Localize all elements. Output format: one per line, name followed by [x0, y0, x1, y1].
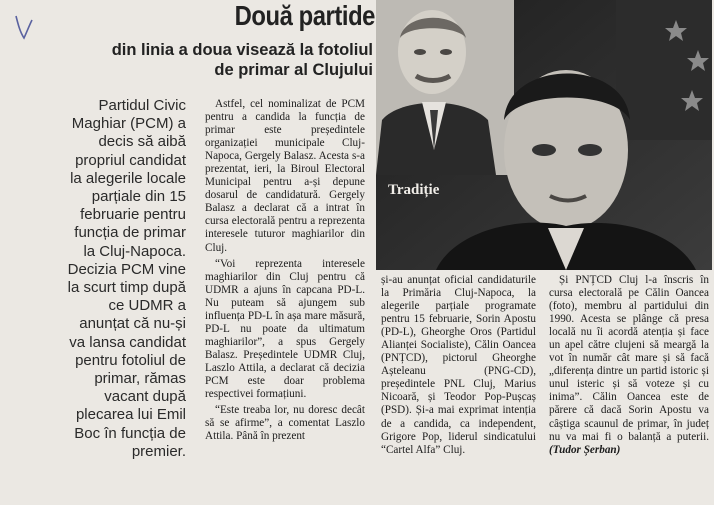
col3-paragraph [549, 274, 709, 457]
col1-paragraph: “Este treaba lor, nu doresc decât să se afirme”, a comentat Laszlo Attila. Până în prezent [205, 404, 365, 443]
article-subheadline: din linia a doua visează la fotoliul de primar al Clujului [111, 41, 373, 79]
article-photo [376, 0, 712, 270]
pen-mark-icon [12, 10, 42, 48]
col2-paragraph: și-au anunțat oficial candidaturile la Primăria Cluj-Napoca, la alegerile parțiale programate pentru 15 februarie, Sorin Apostu (PD-L), Gheorghe Oros (Partidul Alianței Socialiste), Călin Oancea (PNȚCD), pictorul Gheorghe Așteleanu (PNG-CD), președintele PNL Cluj, Marius Nicoară, și Teodor Pop-Pușcaș (PSD). Și-a mai exprimat intenția de a candida, ca independent, Grigore Pop, liderul sindicatului “Cartel Alfa” Cluj. [381, 274, 536, 456]
article-column-1 [205, 98, 365, 500]
photo-caption: Tradiție [388, 182, 440, 198]
article-headline: Două partide [234, 0, 375, 31]
article-lead: Partidul Civic Maghiar (PCM) a decis să aibă propriul candidat la alegerile locale parțiale din 15 februarie pentru funcția de primar la Cluj-Napoca. Decizia PCM vine la scurt timp după ce UDMR a anunțat că nu-și va lansa candidat pentru fotoliul de primar, rămas vacant după plecarea lui Emil Boc în funcția de premier. [67, 97, 186, 460]
article-column-2 [381, 274, 536, 502]
col1-paragraph: Astfel, cel nominalizat de PCM pentru a candida la funcția de primar este președintele organizației municipale Cluj-Napoca, Gergely Balasz. Acesta s-a prezentat, ieri, la Biroul Electoral Municipal pentru a-și depune dosarul de candidatură. Gergely Balasz a declarat că a intrat în cursa electorală pentru a reprezenta interesele tuturor maghiarilor din Cluj. [205, 98, 365, 254]
col3-text: Și PNȚCD Cluj l-a înscris în cursa electorală pe Călin Oancea (foto), membru al partidului din 1990. Acesta se plânge că presa locală nu îi acordă atenția și face un apel către clujeni să meargă la vot în număr cât mare și să facă „diferența dintre un partid istoric și unul isteric și să voteze și cu inima”. Călin Oancea este de părere că dacă Sorin Apostu va câștiga scaunul de primar, în județ nu va mai fi o balanță a puterii. [549, 274, 709, 443]
author-credit: (Tudor Șerban) [549, 443, 621, 456]
col1-paragraph: “Voi reprezenta interesele maghiarilor din Cluj pentru că UDMR a ajuns în capcana PD-L. Nu puteam să ajungem sub influența PD-L în așa mare măsură, PD-L nu poate da ultimatum maghiarilor”, a spus Gergely Balasz. Președintele UDMR Cluj, Laszlo Attila, a declarat că decizia PCM este doar problema respectivei formațiuni. [205, 257, 365, 401]
article-column-3 [549, 274, 709, 502]
